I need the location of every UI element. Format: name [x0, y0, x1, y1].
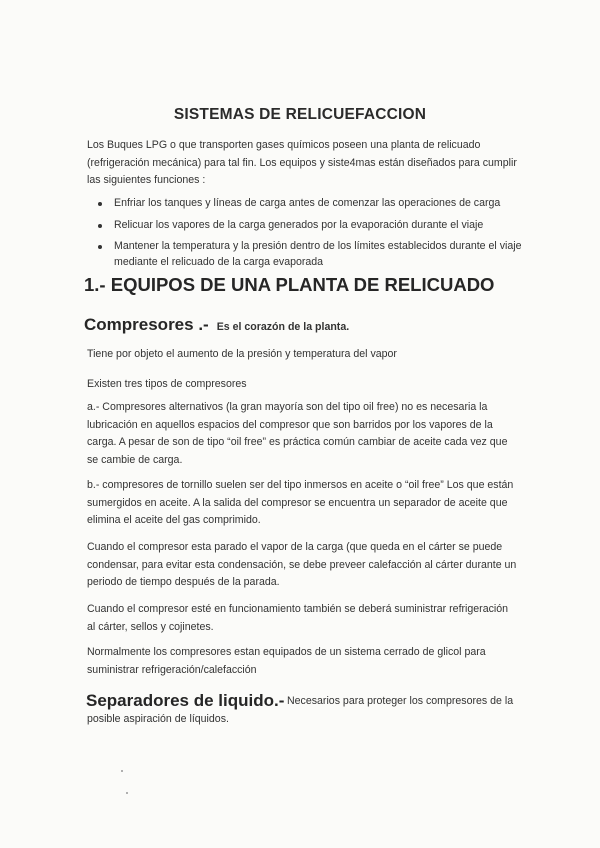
separadores-note: Necesarios para proteger los compresores de la posible aspiración de líquidos.: [87, 695, 514, 725]
compresores-heading: Compresores .- Es el corazón de la planta.: [84, 315, 350, 334]
bullet-icon: [98, 245, 102, 249]
list-item: Mantener la temperatura y la presión dentro de los límites establecidos durante el viaje mediante el relicuado de la carga evaporada: [92, 238, 522, 272]
compresores-paragraph-2: Existen tres tipos de compresores: [87, 378, 247, 390]
compresores-paragraph-5: Cuando el compresor esta parado el vapor de la carga (que queda en el cárter se puede condensar, para evitar esta condensación, se debe preveer calefacción al cárter durante un periodo de tiempo después de la parada.: [87, 541, 517, 588]
section-heading: 1.- EQUIPOS DE UNA PLANTA DE RELICUADO: [84, 274, 495, 295]
compresores-paragraph-3: a.- Compresores alternativos (la gran mayoría son del tipo oil free) no es necesaria la lubricación en aquellos espacios del compresor que son barridos por los vapores de la carga. A pesar de son de tipo “oil free” es práctica común cambiar de aceite cada vez que se cambie de carga.: [87, 401, 508, 466]
compresores-paragraph-7: Normalmente los compresores estan equipados de un sistema cerrado de glicol para suministrar refrigeración/calefacción: [87, 646, 486, 676]
separadores-heading: Separadores de liquido.-: [86, 691, 285, 710]
list-item: Relicuar los vapores de la carga generados por la evaporación durante el viaje: [92, 217, 522, 235]
compresores-paragraph-6: Cuando el compresor esté en funcionamiento también se deberá suministrar refrigeración al cárter, sellos y cojinetes.: [87, 603, 509, 633]
list-item: Enfriar los tanques y líneas de carga antes de comenzar las operaciones de carga: [92, 195, 522, 213]
bullet-icon: [98, 224, 102, 228]
intro-paragraph: Los Buques LPG o que transporten gases químicos poseen una planta de relicuado (refrigeración mecánica) para tal fin. Los equipos y siste4mas están diseñados para cumplir las siguientes funciones :: [87, 139, 517, 186]
scan-speck: [121, 770, 123, 772]
compresores-paragraph-1: Tiene por objeto el aumento de la presión y temperatura del vapor: [87, 348, 397, 360]
compresores-note: Es el corazón de la planta.: [216, 321, 350, 333]
scan-speck: [126, 792, 128, 794]
document-title: SISTEMAS DE RELICUEFACCION: [173, 106, 427, 123]
bullet-icon: [98, 202, 102, 206]
compresores-paragraph-4: b.- compresores de tornillo suelen ser del tipo inmersos en aceite o “oil free” Los que están sumergidos en aceite. A la salida del compresor se encuentra un separador de aceite que elimina el aceite del gas comprimido.: [87, 479, 514, 526]
functions-list: [92, 195, 522, 272]
